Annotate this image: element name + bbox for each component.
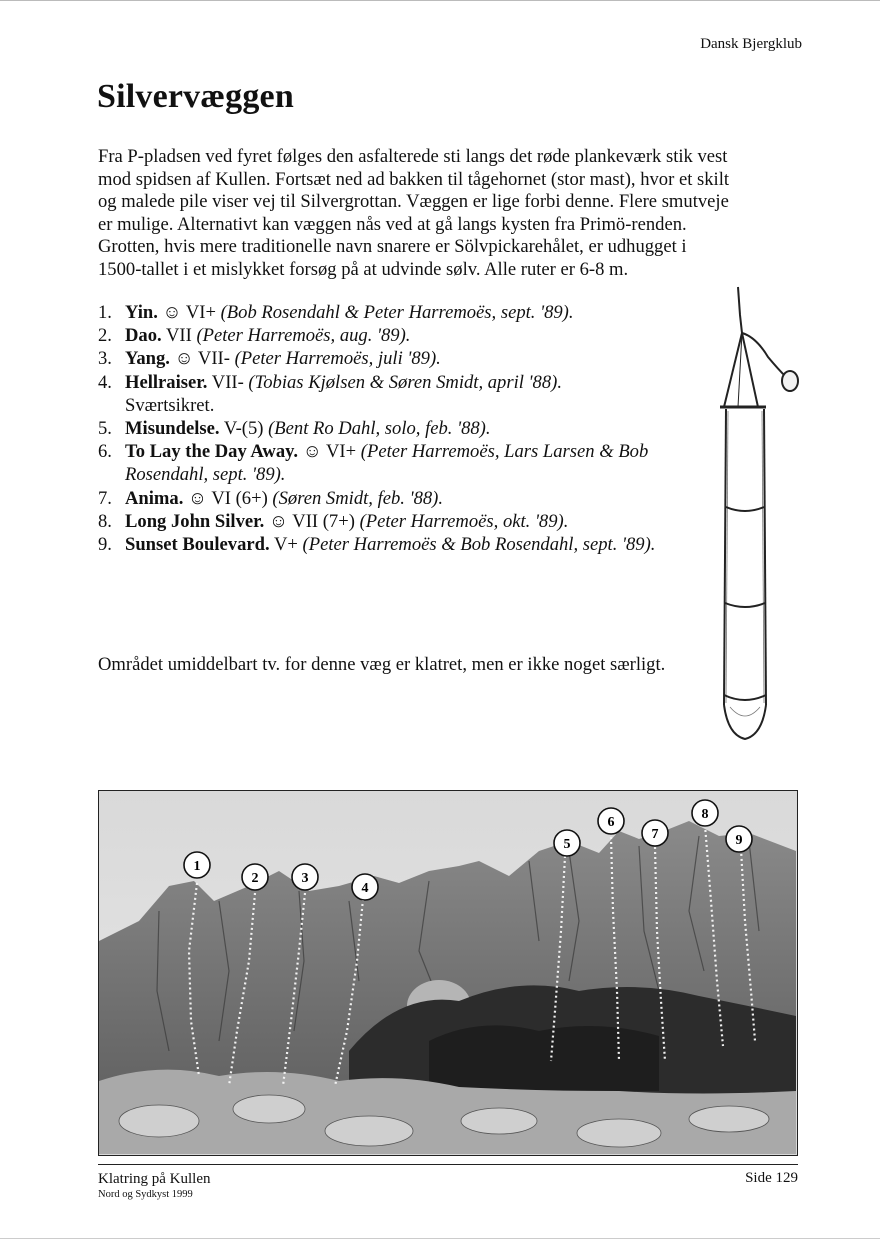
sling-illustration	[712, 285, 812, 750]
intro-line: Grotten, hvis mere traditionelle navn snarere er Sölvpickarehålet, er udhugget i	[98, 236, 687, 258]
svg-text:7: 7	[651, 827, 659, 842]
route-number: 2.	[98, 325, 112, 347]
page-title: Silvervæggen	[97, 78, 294, 115]
route-grade: V+	[269, 534, 303, 556]
route-list	[98, 301, 698, 556]
route-name: Anima.	[125, 487, 184, 509]
svg-text:4: 4	[361, 881, 369, 896]
footer-edition: Nord og Sydkyst 1999	[98, 1189, 193, 1200]
route-name: Yin.	[125, 302, 158, 323]
svg-text:6: 6	[607, 815, 615, 830]
route-marker-5	[554, 830, 580, 856]
route-marker-9	[726, 826, 752, 852]
route-marker-4	[352, 874, 378, 900]
route-item	[98, 440, 698, 486]
closing-paragraph: Området umiddelbart tv. for denne væg er klatret, men er ikke noget særligt.	[98, 654, 666, 675]
route-item	[98, 324, 698, 347]
route-grade: ☺ VI (6+)	[183, 487, 273, 509]
svg-text:9: 9	[735, 833, 743, 848]
bottom-rule	[0, 1238, 880, 1239]
route-item	[98, 347, 698, 370]
route-marker-8	[692, 800, 718, 826]
route-number: 7.	[98, 487, 112, 509]
route-first-ascent: (Peter Harremoës, Lars Larsen & Bob Rosendahl, sept. '89).	[125, 441, 649, 486]
route-number: 5.	[98, 418, 112, 440]
route-first-ascent: (Peter Harremoës, okt. '89).	[359, 510, 569, 532]
route-number: 9.	[98, 534, 112, 556]
intro-line: 1500-tallet i et mislykket forsøg på at udvinde sølv. Alle ruter er 6-8 m.	[98, 258, 629, 280]
route-first-ascent: (Peter Harremoës, juli '89).	[234, 348, 441, 370]
intro-paragraph	[98, 146, 798, 282]
route-grade: ☺ VI+	[157, 302, 221, 323]
footer-book-title: Klatring på Kullen	[98, 1171, 211, 1187]
svg-text:8: 8	[701, 807, 709, 822]
route-item	[98, 487, 698, 510]
route-number: 8.	[98, 510, 112, 532]
route-name: Hellraiser.	[125, 371, 208, 393]
route-name: Sunset Boulevard.	[125, 534, 270, 556]
route-name: Yang.	[125, 348, 170, 370]
intro-line: Fra P-pladsen ved fyret følges den asfalterede sti langs det røde plankeværk stik vest	[98, 146, 728, 167]
route-item	[98, 371, 698, 417]
route-name: Misundelse.	[125, 418, 220, 440]
route-first-ascent: (Peter Harremoës, aug. '89).	[196, 325, 411, 347]
route-item	[98, 301, 698, 324]
svg-text:2: 2	[251, 871, 259, 886]
route-marker-3	[292, 864, 318, 890]
footer-rule	[98, 1164, 798, 1165]
route-marker-7	[642, 820, 668, 846]
route-number: 3.	[98, 348, 112, 370]
intro-line: mod spidsen af Kullen. Fortsæt ned ad bakken til tågehornet (stor mast), hvor et skilt	[98, 168, 730, 190]
page-number: Side 129	[745, 1170, 798, 1186]
route-first-ascent: (Bent Ro Dahl, solo, feb. '88).	[268, 418, 491, 440]
route-grade: ☺ VII-	[169, 348, 235, 370]
route-grade: ☺ VII (7+)	[264, 510, 360, 532]
route-name: Long John Silver.	[125, 510, 265, 532]
route-number: 4.	[98, 371, 112, 393]
route-grade: V-(5)	[219, 418, 269, 440]
route-grade: ☺ VI+	[298, 441, 361, 463]
svg-text:3: 3	[301, 871, 309, 886]
svg-text:1: 1	[193, 859, 201, 874]
intro-line: og malede pile viser vej til Silvergrottan. Væggen er lige forbi denne. Flere smutveje	[98, 191, 729, 213]
route-item	[98, 533, 698, 556]
route-grade: VII-	[207, 371, 249, 393]
route-first-ascent: (Peter Harremoës & Bob Rosendahl, sept. '89).	[302, 534, 656, 556]
route-marker-2	[242, 864, 268, 890]
running-header: Dansk Bjergklub	[700, 36, 802, 52]
route-first-ascent: (Bob Rosendahl & Peter Harremoës, sept. '89).	[220, 302, 574, 323]
route-item	[98, 417, 698, 440]
route-number: 6.	[98, 441, 112, 463]
wall-photo	[98, 790, 798, 1156]
intro-line: er mulige. Alternativt kan væggen nås ved at gå langs kysten fra Primö-renden.	[98, 213, 687, 235]
wall-photo-illustration	[99, 791, 796, 1154]
route-first-ascent: (Søren Smidt, feb. '88).	[272, 487, 444, 509]
route-marker-1	[184, 852, 210, 878]
route-marker-6	[598, 808, 624, 834]
footer-book-info	[98, 1170, 210, 1202]
route-first-ascent: (Tobias Kjølsen & Søren Smidt, april '88).	[248, 371, 562, 393]
svg-text:5: 5	[563, 837, 571, 852]
route-grade: VII	[161, 325, 197, 347]
top-rule	[0, 0, 880, 1]
route-number: 1.	[98, 302, 112, 323]
route-note: Sværtsikret.	[125, 394, 215, 416]
route-name: To Lay the Day Away.	[125, 441, 299, 463]
route-name: Dao.	[125, 325, 162, 347]
route-item	[98, 510, 698, 533]
